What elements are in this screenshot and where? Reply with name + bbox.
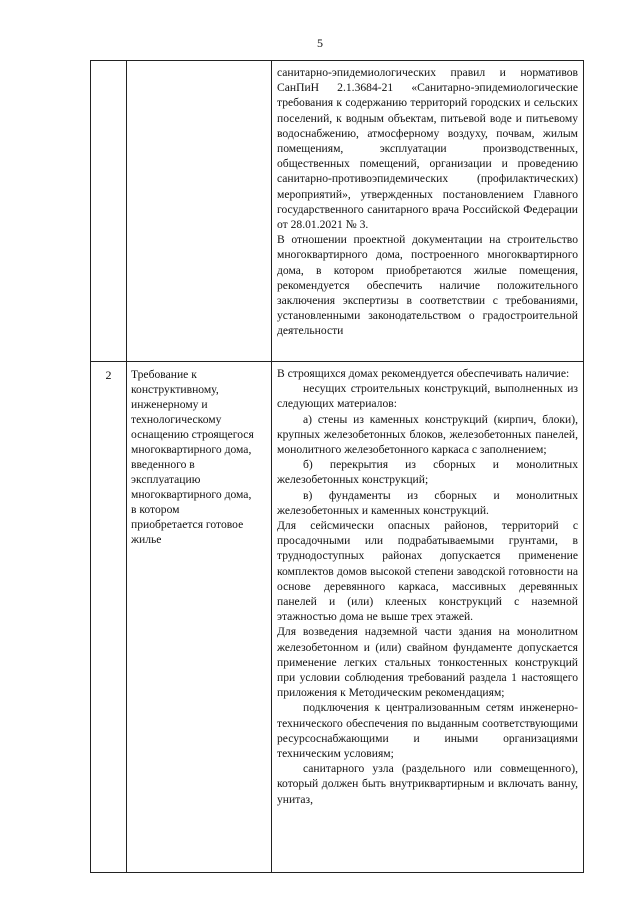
requirement-text-cell: [272, 362, 584, 873]
name-line: жилье: [131, 533, 162, 546]
paragraph: б) перекрытия из сборных и монолитных железобетонных конструкций;: [277, 458, 578, 487]
name-line: инженерному и: [131, 398, 208, 411]
name-line: многоквартирного дома,: [131, 488, 252, 501]
paragraph: В строящихся домах рекомендуется обеспечивать наличие:: [277, 367, 570, 380]
page-number: 5: [317, 36, 323, 50]
name-line: конструктивному,: [131, 383, 219, 396]
row-number-cell: [91, 61, 127, 362]
name-line: оснащению строящегося: [131, 428, 254, 441]
table-row: [91, 61, 584, 362]
requirement-name-cell: [127, 362, 272, 873]
paragraph: В отношении проектной документации на строительство многоквартирного дома, построенного многоквартирного дома, в котором приобретаются жилые помещения, рекомендуется обеспечить наличие положительного заключения экспертизы в соответствии с требованиями, установленными законодательством о градостроительной деятельности: [277, 233, 578, 338]
name-line: многоквартирного дома,: [131, 443, 252, 456]
paragraph: Для сейсмически опасных районов, территорий с просадочными или подрабатываемыми грунтами, в труднодоступных районах допускается применение комплектов домов высокой степени заводской готовности на основе деревянного каркаса, массивных деревянных панелей и (или) клееных конструкций с наземной этажностью дома не выше трех этажей.: [277, 519, 578, 624]
requirement-name-cell: [127, 61, 272, 362]
name-line: приобретается готовое: [131, 518, 244, 531]
paragraph: в) фундаменты из сборных и монолитных железобетонных и каменных конструкций.: [277, 488, 578, 517]
paragraph: а) стены из каменных конструкций (кирпич, блоки), крупных железобетонных блоков, железобетонных панелей, монолитного железобетонного каркаса с заполнением;: [277, 412, 578, 457]
row-number-cell: 2: [91, 362, 127, 873]
paragraph: санитарного узла (раздельного или совмещенного), который должен быть внутриквартирным и включать ванну, унитаз,: [277, 762, 578, 806]
paragraph: санитарно-эпидемиологических правил и нормативов СанПиН 2.1.3684-21 «Санитарно-эпидемиологические требования к содержанию территорий городских и сельских поселений, к водным объектам, питьевой воде и питьевому водоснабжению, атмосферному воздуху, почвам, жилым помещениям, эксплуатации производственных, общественных помещений, организации и проведению санитарно-противоэпидемических (профилактических) мероприятий», утвержденных постановлением Главного государственного санитарного врача Российской Федерации от 28.01.2021 № 3.: [277, 66, 578, 232]
name-line: технологическому: [131, 413, 222, 426]
table-row: [91, 362, 584, 873]
paragraph: подключения к централизованным сетям инженерно-технического обеспечения по выданным соответствующими ресурсоснабжающими и иными организациями техническим условиям;: [277, 701, 578, 761]
name-line: введенного в: [131, 458, 195, 471]
name-line: эксплуатацию: [131, 473, 201, 486]
requirements-table: [90, 60, 584, 873]
requirement-text-cell: [272, 61, 584, 362]
name-line: в котором: [131, 503, 180, 516]
name-line: Требование к: [131, 368, 197, 381]
paragraph: Для возведения надземной части здания на монолитном железобетонном и (или) свайном фундаменте допускается применение легких стальных тонкостенных конструкций при условии соблюдения требований раздела 1 настоящего приложения к Методическим рекомендациям;: [277, 625, 578, 700]
paragraph: несущих строительных конструкций, выполненных из следующих материалов:: [277, 382, 578, 411]
